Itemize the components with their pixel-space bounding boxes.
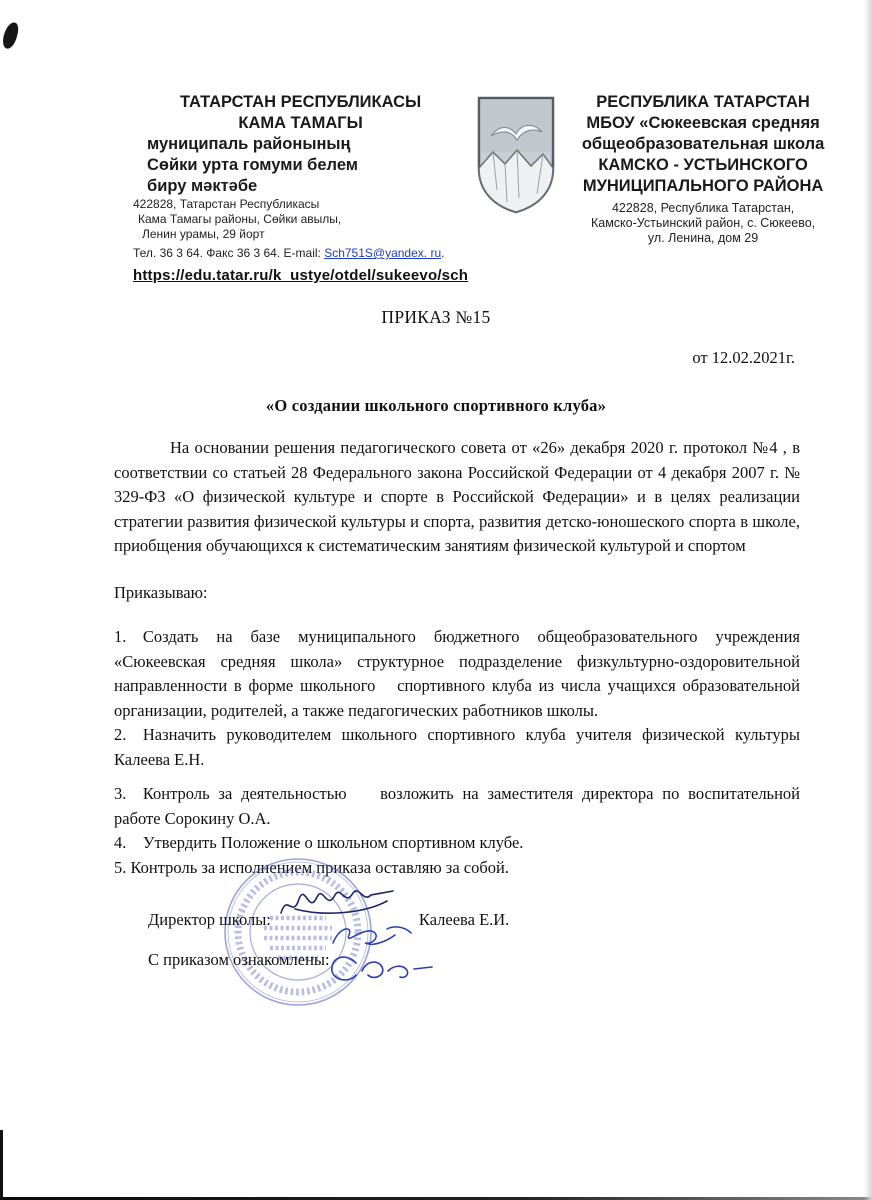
letterhead-right-address-line: Камско-Устьинский район, с. Сюкеево, (590, 216, 816, 230)
acknowledged-signature-2 (322, 949, 447, 994)
letterhead-left-address-line: Кама Тамагы районы, Сөйки авылы, (138, 212, 342, 226)
letterhead-right-address-line: 422828, Республика Татарстан, (611, 201, 795, 215)
letterhead-right-address (564, 201, 842, 246)
order-subject: «О создании школьного спортивного клуба» (265, 396, 607, 415)
letterhead-left-line: КАМА ТАМАГЫ (238, 114, 363, 132)
order-item-3: 3. Контроль за деятельностью возложить на заместителя директора по воспитательной работе Сорокину О.А. (114, 784, 800, 828)
website-line (133, 267, 468, 285)
signature-area (114, 910, 800, 1120)
tel-fax-text: Тел. 36 3 64. Факс 36 3 64. E-mail: (133, 246, 325, 260)
order-date: от 12.02.2021г. (692, 348, 795, 367)
contact-line (133, 245, 468, 261)
director-label: Директор школы: (148, 910, 271, 929)
scan-artifact-left-edge (0, 1130, 3, 1200)
email-link[interactable]: Sch751S@yandex. ru (324, 246, 442, 260)
order-body (114, 436, 800, 880)
tel-line-suffix: . (441, 246, 445, 260)
letterhead-right-line: РЕСПУБЛИКА ТАТАРСТАН (596, 93, 810, 111)
letterhead-left-line: муниципаль районының (147, 135, 351, 153)
letterhead-left-tatar (133, 92, 468, 285)
order-item-1: 1. Создать на базе муниципального бюджетного общеобразовательного учреждения «Сюкеевская средняя школа» структурное подразделение физкультурно-оздоровительной направленности в форме школьного спортивного клуба из числа учащихся образовательной организации, родителей, а также педагогических работников школы. (114, 627, 800, 720)
letterhead-left-line: Сөйки урта гомуми белем (147, 156, 358, 174)
acknowledged-row (114, 950, 800, 970)
scan-artifact-right-shadow (864, 0, 872, 1200)
letterhead-right-line: КАМСКО - УСТЬИНСКОГО (598, 156, 808, 174)
letterhead-right-line: общеобразовательная школа (581, 135, 825, 153)
website-link[interactable]: https://edu.tatar.ru/k_ustye/otdel/sukeevo/sch (133, 267, 469, 284)
letterhead-left-line: биру мәктәбе (147, 177, 258, 195)
order-item-2: 2. Назначить руководителем школьного спортивного клуба учителя физической культуры Калеева Е.Н. (114, 725, 800, 769)
letterhead-left-address-line: Ленин урамы, 29 йорт (142, 227, 265, 241)
letterhead (0, 0, 872, 285)
order-title: ПРИКАЗ №15 (381, 307, 491, 327)
order-item-5: 5. Контроль за исполнением приказа оставляю за собой. (114, 857, 509, 877)
letterhead-left-address-line: 422828, Татарстан Республикасы (133, 197, 320, 211)
letterhead-right-russian (564, 92, 842, 285)
coat-of-arms-seagull-icon (473, 94, 559, 216)
order-intro-paragraph: На основании решения педагогического совета от «26» декабря 2020 г. протокол №4 , в соответствии со статьей 28 Федерального закона Российской Федерации от 4 декабря 2007 г. № 329-ФЗ «О физической культуре и спорте в Российской Федерации» и в целях реализации стратегии развития физической культуры и спорта, развития детско-юношеского спорта в школе, приобщения обучающихся к систематическим занятиям физической культурой и спортом (114, 438, 800, 555)
directive-label: Приказываю: (114, 582, 208, 602)
letterhead-right-line: МБОУ «Сюкеевская средняя (586, 114, 820, 132)
emblem-container (468, 92, 564, 285)
director-signature-row (114, 910, 800, 930)
order-item-4: 4. Утвердить Положение о школьном спортивном клубе. (114, 833, 524, 852)
letterhead-right-line: МУНИЦИПАЛЬНОГО РАЙОНА (582, 177, 824, 195)
acknowledged-label: С приказом ознакомлены: (148, 950, 330, 969)
director-handwritten-signature (275, 879, 415, 927)
letterhead-right-address-line: ул. Ленина, дом 29 (647, 231, 759, 245)
director-name: Калеева Е.И. (418, 910, 510, 929)
letterhead-left-line: ТАТАРСТАН РЕСПУБЛИКАСЫ (179, 93, 422, 111)
